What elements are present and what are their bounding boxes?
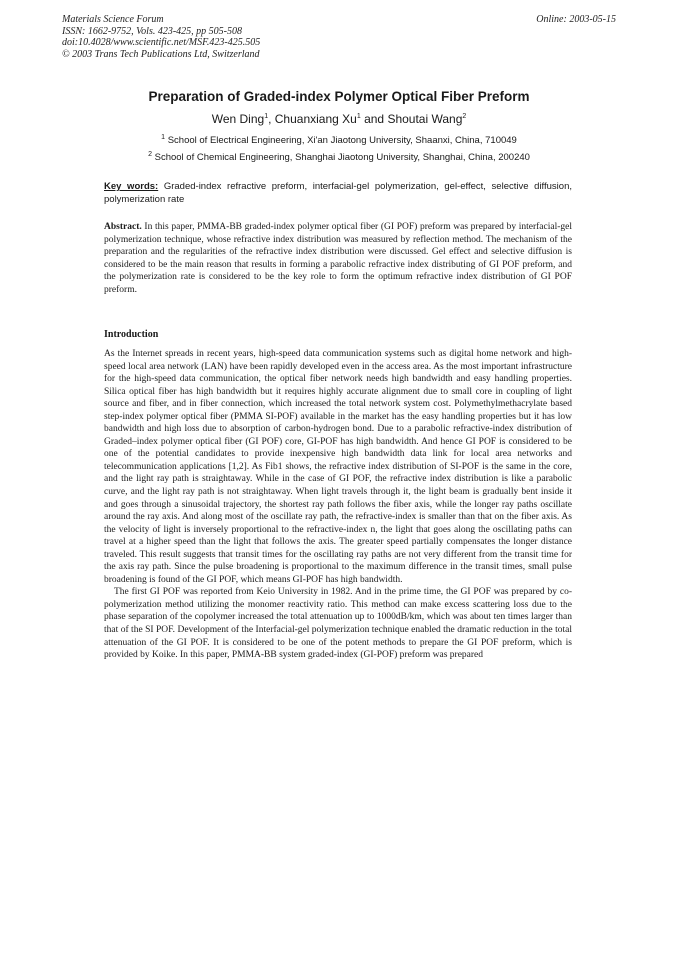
- author-name: Chuanxiang Xu: [274, 112, 357, 126]
- keywords-text: Graded-index refractive preform, interfacial-gel polymerization, gel-effect, selective diffusion, polymerization rate: [104, 181, 573, 205]
- abstract-block: [104, 221, 572, 297]
- copyright-line: © 2003 Trans Tech Publications Ltd, Switzerland: [62, 48, 260, 60]
- journal-name: Materials Science Forum: [62, 14, 164, 25]
- affiliation-text: School of Electrical Engineering, Xi'an Jiaotong University, Shaanxi, China, 710049: [167, 135, 517, 146]
- affiliation-marker: 2: [148, 150, 152, 158]
- journal-header: [62, 14, 616, 60]
- affiliation-2: [0, 152, 678, 163]
- keywords-block: [104, 181, 572, 206]
- author-list: [0, 112, 678, 126]
- affiliation-text: School of Chemical Engineering, Shanghai Jiaotong University, Shanghai, China, 200240: [154, 152, 530, 163]
- author-affil-marker: 1: [356, 113, 361, 120]
- author-affil-marker: 1: [264, 113, 269, 120]
- affiliation-1: [0, 135, 678, 146]
- body-paragraph: As the Internet spreads in recent years, high-speed data communication systems such as digital home network and high-speed local area network (LAN) have been rapidly developed even in the access area. As the most important infrastructure for the high-speed data communication, the optical fiber network needs high bandwidth and easy handling properties. Silica optical fiber has high bandwidth but it requires highly accurate alignment due to small core in coupling of light source and fiber, and in fiber connection, which increased the total network system cost. Polymethylmethacrylate based step-index polymer optical fiber (PMMA SI-POF) available in the market has the easy handling properties but it has low bandwidth and high loss due to absorption of carbon-hydrogen bond. Due to a parabolic refractive-index distribution of Graded–index polymer optical fiber (GI POF) core, GI-POF has high bandwidth. And hence GI POF is considered to be one of the potential candidates to provide inexpensive high bandwidth data link for local area networks and telecommunication applications [1,2]. As Fib1 shows, the refractive index distribution of SI-POF is the same in the core, and the light ray path is straightaway. While in the case of GI POF, the refractive index distribution is like a parabolic curve, and the light ray path is not straightaway. When light travels through it, the light beam is gradually bent inside it and goes through a sinusoidal trajectory, the shortest ray path follows the fiber axis, while the longer ray paths oscillate around the ray axis. And along most of the oscillate ray path, the refractive-index is smaller than that on the fiber axis. As the velocity of light is inversely proportional to the refractive-index n, the light that goes along the oscillating paths can travel at a higher speed than the light that follows the axis. The greater speed partially compensates the longer distance traveled. This result suggests that transit times for the oscillating ray paths are not very different from the transit time for the axis ray path. Since the pulse broadening is proportional to the maximum difference in the transit times, small pulse broadening is found of the GI POF, which means GI-POF has high bandwidth.: [104, 349, 572, 585]
- online-date: Online: 2003-05-15: [536, 14, 616, 25]
- body-paragraph: The first GI POF was reported from Keio University in 1982. And in the prime time, the GI POF was prepared by co-polymerization method utilizing the monomer reactivity ratio. This method can make excess scattering loss due to the phase separation of the copolymer increased the total attenuation up to 1000dB/km, which was about ten times larger than that of the SI POF. Development of the Interfacial-gel polymerization technique enabled the dramatic reduction in the total attenuation of the GI POF. It is considered to be one of the potent methods to prepare the GI POF preform, which is provided by Koike. In this paper, PMMA-BB system graded-index (GI-POF) preform was prepared: [104, 587, 572, 661]
- affiliation-marker: 1: [161, 133, 166, 141]
- author-name: Shoutai Wang: [387, 112, 463, 126]
- author-separator: ,: [268, 112, 275, 126]
- keywords-label: Key words:: [104, 181, 159, 192]
- introduction-heading: Introduction: [104, 329, 159, 340]
- abstract-text: In this paper, PMMA-BB graded-index polymer optical fiber (GI POF) preform was prepared by interfacial-gel polymerization technique, whose refractive index distribution was measured by reflection method. The mechanism of the preparation and the regularities of the refractive index distribution were discussed. Gel effect and selective diffusion is considered to be the main reason that results in forming a parabolic refractive index distributing of GI POF preform, and the polymerization rate is considered to be the key role to form the optimum refractive index distribution of GI POF preform.: [104, 222, 573, 295]
- author-name: Wen Ding: [211, 112, 265, 126]
- introduction-body: [104, 348, 572, 662]
- abstract-label: Abstract.: [104, 222, 142, 232]
- author-separator: and: [360, 112, 388, 126]
- doi-line: doi:10.4028/www.scientific.net/MSF.423-425.505: [62, 37, 261, 48]
- paper-title: Preparation of Graded-index Polymer Optical Fiber Preform: [148, 89, 530, 104]
- issn-line: ISSN: 1662-9752, Vols. 423-425, pp 505-508: [62, 25, 242, 37]
- author-affil-marker: 2: [462, 113, 467, 120]
